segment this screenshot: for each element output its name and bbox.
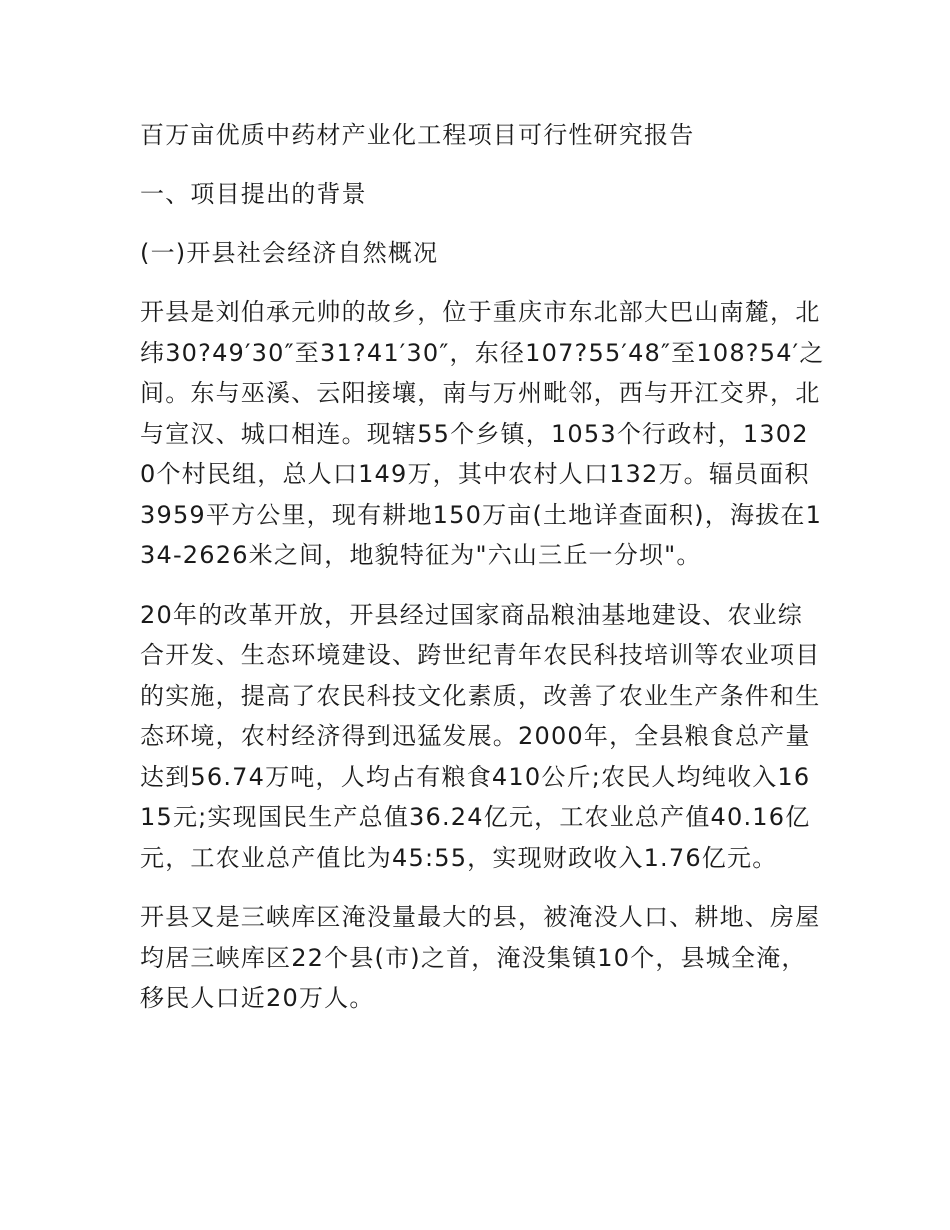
paragraph-overview: 开县是刘伯承元帅的故乡，位于重庆市东北部大巴山南麓，北纬30?49′30″至31?41′30″，东径107?55′48″至108?54′之间。东与巫溪、云阳接壤，南与万州毗邻，西与开江交界，北与宣汉、城口相连。现辖55个乡镇，1053个行政村，13020个村民组，总人口149万，其中农村人口132万。辐员面积3959平方公里，现有耕地150万亩(土地详查面积)，海拔在134-2626米之间，地貌特征为"六山三丘一分坝"。 <box>140 298 825 569</box>
subsection-heading: (一)开县社会经济自然概况 <box>140 239 439 267</box>
section-heading: 一、项目提出的背景 <box>140 180 367 208</box>
document-title: 百万亩优质中药材产业化工程项目可行性研究报告 <box>140 121 695 149</box>
document-body <box>140 115 825 1019</box>
paragraph-development: 20年的改革开放，开县经过国家商品粮油基地建设、农业综合开发、生态环境建设、跨世纪青年农民科技培训等农业项目的实施，提高了农民科技文化素质，改善了农业生产条件和生态环境，农村经济得到迅猛发展。2000年，全县粮食总产量达到56.74万吨，人均占有粮食410公斤;农民人均纯收入1615元;实现国民生产总值36.24亿元，工农业总产值40.16亿元，工农业总产值比为45:55，实现财政收入1.76亿元。 <box>140 600 821 872</box>
paragraph-reservoir: 开县又是三峡库区淹没量最大的县，被淹没人口、耕地、房屋均居三峡库区22个县(市)之首，淹没集镇10个，县城全淹，移民人口近20万人。 <box>140 903 821 1012</box>
